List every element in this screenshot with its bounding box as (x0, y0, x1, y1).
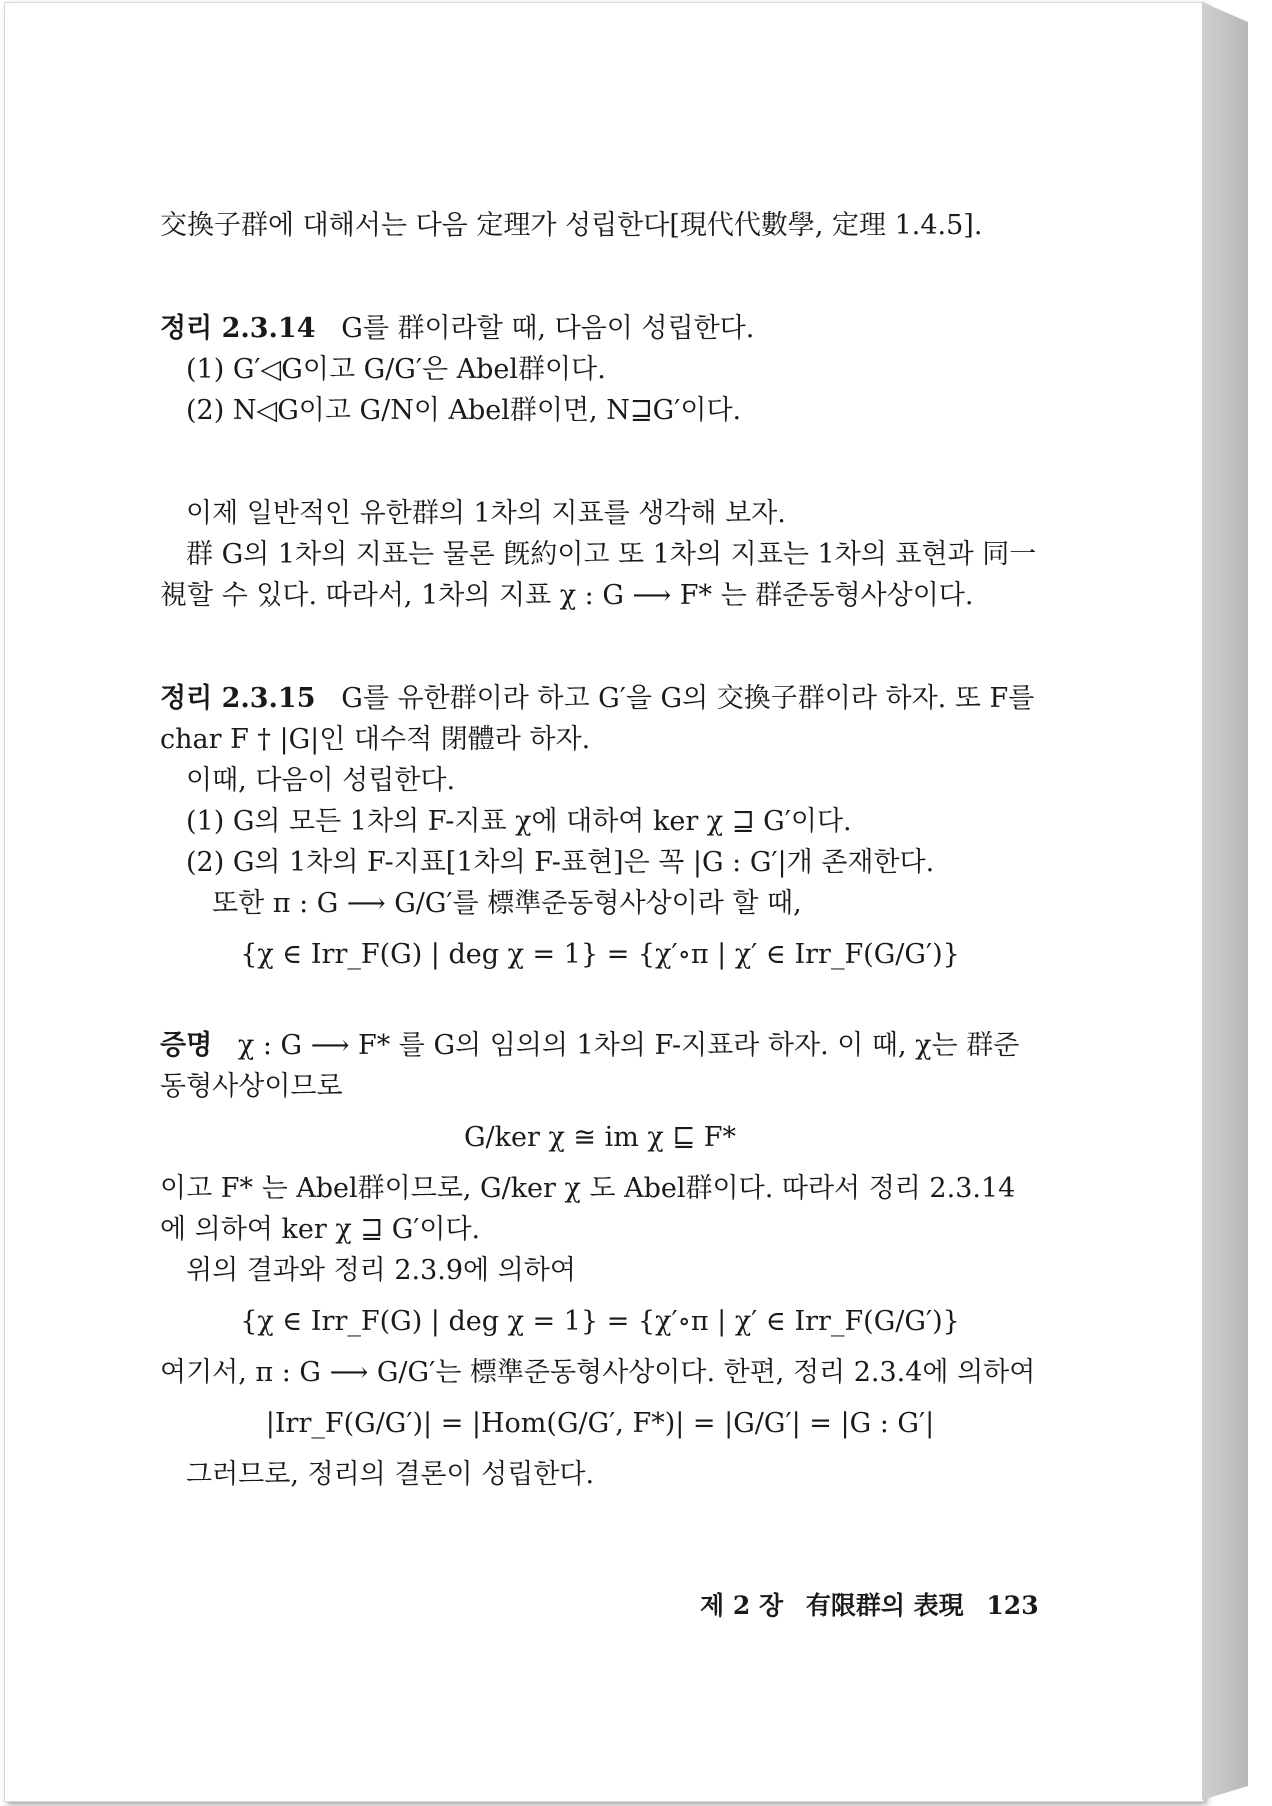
chapter-label: 제 2 장 (700, 1591, 784, 1620)
page-edge (1202, 2, 1248, 1800)
theorem-item: (1) G′◁G이고 G/G′은 Abel群이다. (186, 354, 606, 385)
proof-text: 여기서, π : G ⟶ G/G′는 標準준동형사상이다. 한편, 정리 2.3.4에 의하여 (160, 1357, 1036, 1388)
paragraph: 이제 일반적인 유한群의 1차의 지표를 생각해 보자. (186, 498, 786, 529)
theorem-label: 정리 2.3.15 (160, 683, 316, 714)
theorem-2-3-14 (160, 308, 1040, 349)
proof (160, 1025, 1040, 1107)
equation: G/ker χ ≅ im χ ⊑ F* (463, 1122, 737, 1153)
proof-text: χ : G ⟶ F* 를 G의 임의의 1차의 F-지표라 하자. 이 때, χ는 群준동형사상이므로 (160, 1030, 1020, 1102)
theorem-line: 이때, 다음이 성립한다. (186, 765, 456, 796)
theorem-label: 정리 2.3.14 (160, 313, 316, 344)
theorem-item: (2) N◁G이고 G/N이 Abel群이면, N⊒G′이다. (186, 395, 742, 426)
chapter-title: 有限群의 表現 (805, 1591, 964, 1620)
equation: {χ ∈ Irr_F(G) | deg χ = 1} = {χ′∘π | χ′ ∈ Irr_F(G/G′)} (240, 939, 960, 970)
equation: |Irr_F(G/G′)| = |Hom(G/G′, F*)| = |G/G′| = |G : G′| (265, 1408, 935, 1439)
proof-label: 증명 (160, 1030, 213, 1061)
equation: {χ ∈ Irr_F(G) | deg χ = 1} = {χ′∘π | χ′ ∈ Irr_F(G/G′)} (240, 1306, 960, 1337)
proof-text: 그러므로, 정리의 결론이 성립한다. (186, 1459, 595, 1490)
theorem-statement: G를 群이라할 때, 다음이 성립한다. (341, 313, 755, 344)
proof-text: 위의 결과와 정리 2.3.9에 의하여 (186, 1255, 576, 1286)
page-number: 123 (986, 1591, 1039, 1620)
theorem-item: (1) G의 모든 1차의 F-지표 χ에 대하여 ker χ ⊒ G′이다. (186, 806, 852, 837)
proof-text: 이고 F* 는 Abel群이므로, G/ker χ 도 Abel群이다. 따라서 정리 2.3.14에 의하여 ker χ ⊒ G′이다. (160, 1173, 1016, 1245)
theorem-2-3-15 (160, 678, 1040, 760)
page-footer (700, 1586, 1053, 1622)
page-body (160, 205, 1040, 1495)
theorem-item: (2) G의 1차의 F-지표[1차의 F-표현]은 꼭 |G : G′|개 존재한다. (186, 847, 935, 878)
intro-paragraph: 交換子群에 대해서는 다음 定理가 성립한다[現代代數學, 定理 1.4.5]. (160, 210, 983, 241)
theorem-statement: G를 유한群이라 하고 G′을 G의 交換子群이라 하자. 또 F를 char F † |G|인 대수적 閉體라 하자. (160, 683, 1035, 755)
theorem-item: 또한 π : G ⟶ G/G′를 標準준동형사상이라 할 때, (212, 888, 802, 919)
paragraph: 群 G의 1차의 지표는 물론 旣約이고 또 1차의 지표는 1차의 표현과 同一視할 수 있다. 따라서, 1차의 지표 χ : G ⟶ F* 는 群준동형사상이다. (160, 539, 1037, 611)
